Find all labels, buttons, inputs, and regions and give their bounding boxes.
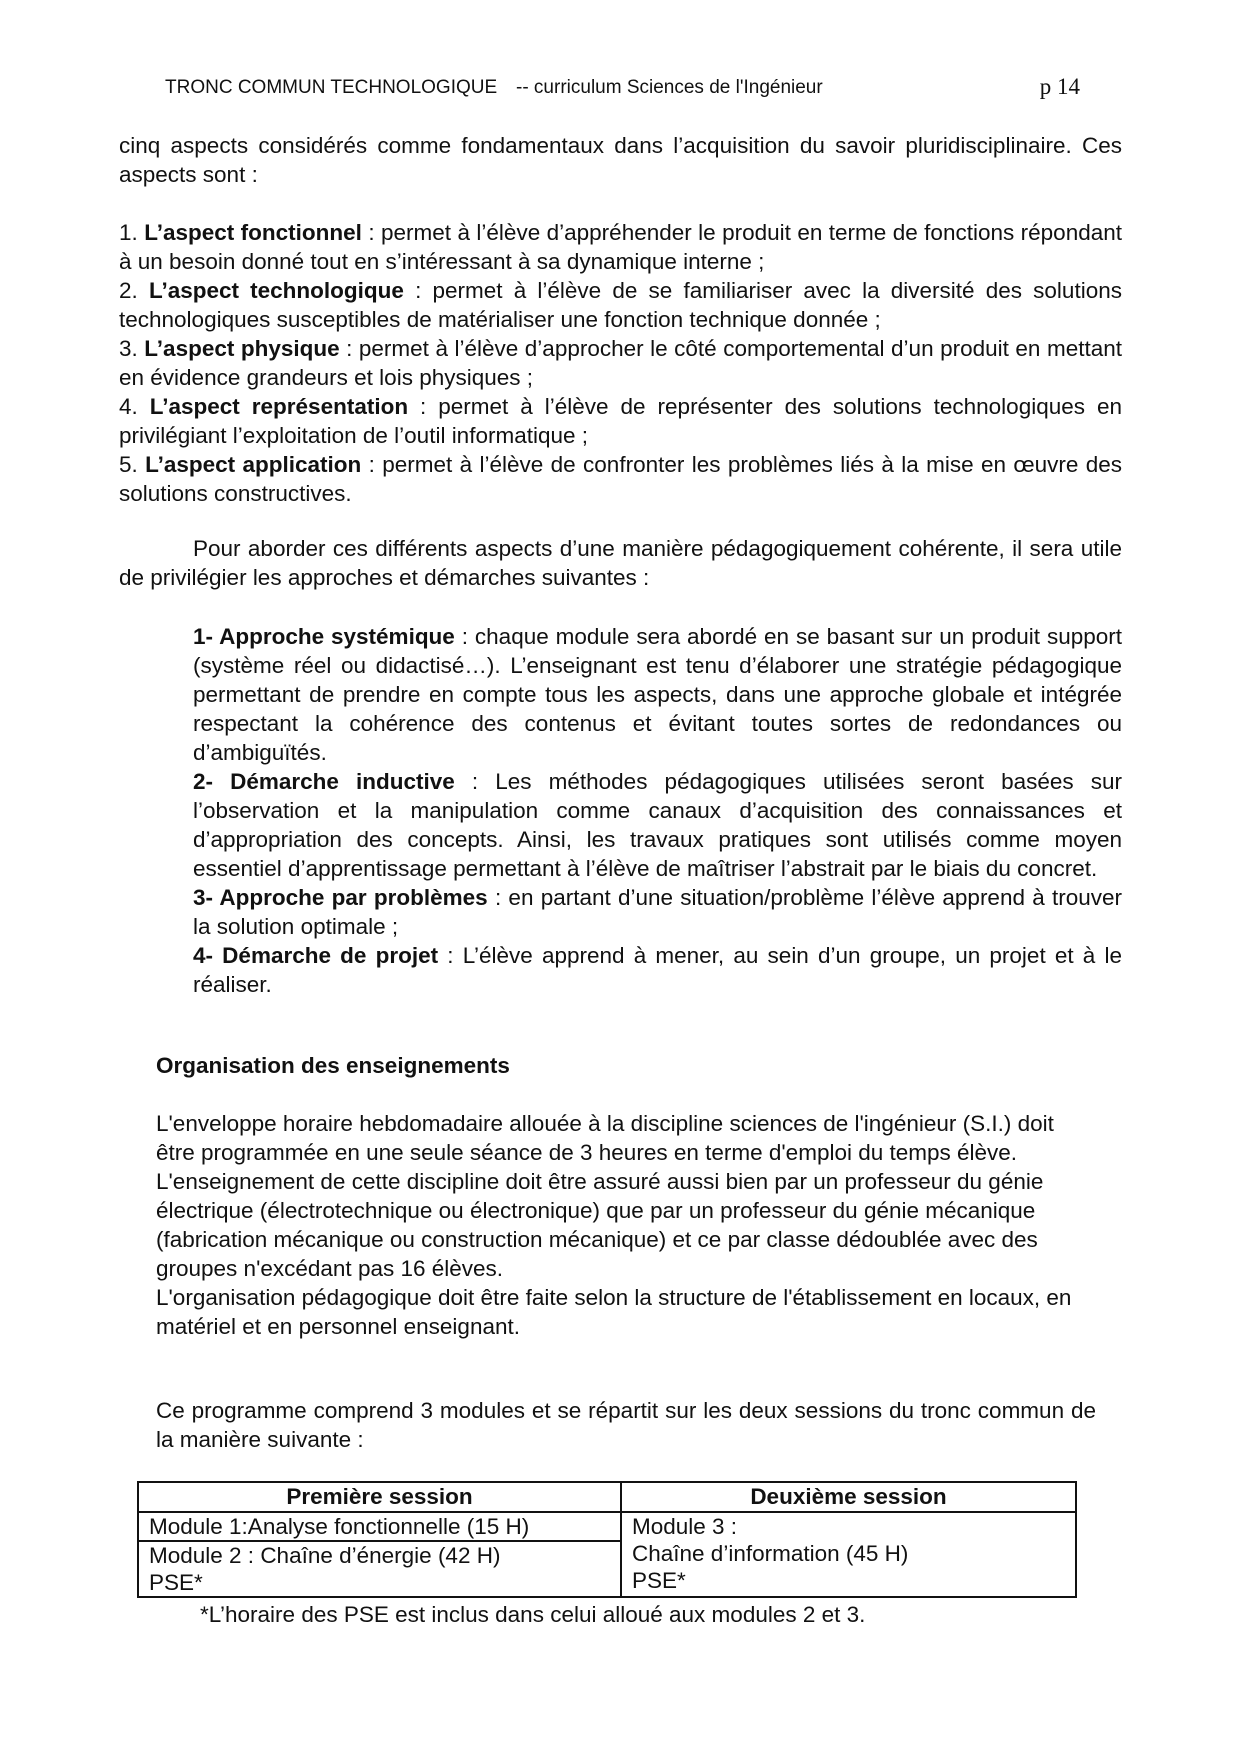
column-header-second-session: Deuxième session [621, 1482, 1076, 1512]
approach-item [193, 941, 1122, 999]
approaches-intro-block [119, 534, 1122, 592]
column-header-first-session: Première session [138, 1482, 621, 1512]
section-heading: Organisation des enseignements [156, 1053, 510, 1078]
approach-item [193, 767, 1122, 883]
cell-line: Module 3 : [632, 1514, 738, 1539]
aspect-title: L’aspect technologique [148, 278, 404, 303]
aspect-title: L’aspect fonctionnel [144, 220, 362, 245]
table-cell-second-session [621, 1512, 1076, 1597]
approach-item [193, 622, 1122, 767]
program-paragraph: Ce programme comprend 3 modules et se répartit sur les deux sessions du tronc commun de la manière suivante : [156, 1398, 1096, 1452]
approaches-intro-paragraph: Pour aborder ces différents aspects d’une manière pédagogiquement cohérente, il sera utile de privilégier les approches et démarches suivantes : [119, 536, 1122, 590]
sessions-table [137, 1481, 1077, 1598]
header-title: TRONC COMMUN TECHNOLOGIQUE [165, 77, 498, 98]
approach-text: : en partant d’une situation/problème l’élève apprend à trouver la solution optimale ; [193, 885, 1122, 939]
aspect-number: 2. [119, 278, 138, 303]
program-intro-block [156, 1396, 1096, 1454]
approach-title: 3- Approche par problèmes [193, 885, 488, 910]
organisation-text [156, 1109, 1096, 1341]
aspect-title: L’aspect représentation [149, 394, 409, 419]
table-row [138, 1512, 1076, 1541]
organisation-paragraph-3: L'organisation pédagogique doit être faite selon la structure de l'établissement en locaux, en matériel et en personnel enseignant. [156, 1285, 1072, 1339]
aspect-item [119, 334, 1122, 392]
header-subtitle: -- curriculum Sciences de l'Ingénieur [516, 77, 823, 98]
aspect-number: 5. [119, 452, 138, 477]
table-cell-module-2 [138, 1541, 621, 1597]
aspect-text: : permet à l’élève de représenter des solutions technologiques en privilégiant l’exploitation de l’outil informatique ; [119, 394, 1122, 448]
aspect-item [119, 218, 1122, 276]
organisation-heading-block [156, 1051, 1056, 1080]
cell-line: PSE* [632, 1568, 686, 1593]
approach-title: 4- Démarche de projet [193, 943, 439, 968]
table-cell-module-1: Module 1:Analyse fonctionnelle (15 H) [138, 1512, 621, 1541]
organisation-paragraph-1: L'enveloppe horaire hebdomadaire allouée à la discipline sciences de l'ingénieur (S.I.) doit être programmée en une seule séance de 3 heures en terme d'emploi du temps élève. [156, 1111, 1054, 1165]
aspects-list [119, 218, 1122, 508]
aspect-title: L’aspect application [145, 452, 362, 477]
approach-title: 2- Démarche inductive [193, 769, 455, 794]
aspect-item [119, 276, 1122, 334]
cell-line: Chaîne d’information (45 H) [632, 1541, 909, 1566]
aspect-item [119, 450, 1122, 508]
approach-text: : Les méthodes pédagogiques utilisées seront basées sur l’observation et la manipulation comme canaux d’acquisition des connaissances et d’appropriation des concepts. Ainsi, les travaux pratiques sont utilisés comme moyen essentiel d’apprentissage permettant à l’élève de maîtriser l’abstrait par le biais du concret. [193, 769, 1122, 881]
table-footnote: *L’horaire des PSE est inclus dans celui alloué aux modules 2 et 3. [200, 1602, 866, 1627]
approaches-list [193, 622, 1122, 999]
aspect-text: : permet à l’élève de confronter les problèmes liés à la mise en œuvre des solutions constructives. [119, 452, 1122, 506]
aspect-title: L’aspect physique [144, 336, 340, 361]
page-number: p 14 [1039, 74, 1080, 99]
intro-paragraph: cinq aspects considérés comme fondamentaux dans l’acquisition du savoir pluridisciplinaire. Ces aspects sont : [119, 133, 1122, 187]
aspect-text: : permet à l’élève de se familiariser avec la diversité des solutions technologiques susceptibles de matérialiser une fonction technique donnée ; [119, 278, 1122, 332]
aspect-text: : permet à l’élève d’approcher le côté comportemental d’un produit en mettant en évidence grandeurs et lois physiques ; [119, 336, 1122, 390]
cell-line: Module 2 : Chaîne d’énergie (42 H) [149, 1543, 501, 1568]
approach-title: 1- Approche systémique [193, 624, 455, 649]
intro-block [119, 131, 1122, 189]
table-header-row [138, 1482, 1076, 1512]
aspect-number: 3. [119, 336, 138, 361]
approach-item [193, 883, 1122, 941]
aspect-text: : permet à l’élève d’appréhender le produit en terme de fonctions répondant à un besoin donné tout en s’intéressant à sa dynamique interne ; [119, 220, 1123, 274]
page-header [165, 74, 1080, 103]
aspect-number: 1. [119, 220, 138, 245]
aspect-item [119, 392, 1122, 450]
approach-text: : chaque module sera abordé en se basant sur un produit support (système réel ou didactisé…). L’enseignant est tenu d’élaborer une stratégie pédagogique permettant de prendre en compte tous les aspects, dans une approche globale et intégrée respectant la cohérence des contenus et évitant toutes sortes de redondances ou d’ambiguïtés. [193, 624, 1122, 765]
organisation-paragraph-2: L'enseignement de cette discipline doit être assuré aussi bien par un professeur du génie électrique (électrotechnique ou électronique) que par un professeur du génie mécanique (fabrication mécanique ou construction mécanique) et ce par classe dédoublée avec des groupes n'excédant pas 16 élèves. [156, 1169, 1044, 1281]
cell-line: PSE* [149, 1570, 203, 1595]
approach-text: : L’élève apprend à mener, au sein d’un groupe, un projet et à le réaliser. [193, 943, 1123, 997]
aspect-number: 4. [119, 394, 138, 419]
